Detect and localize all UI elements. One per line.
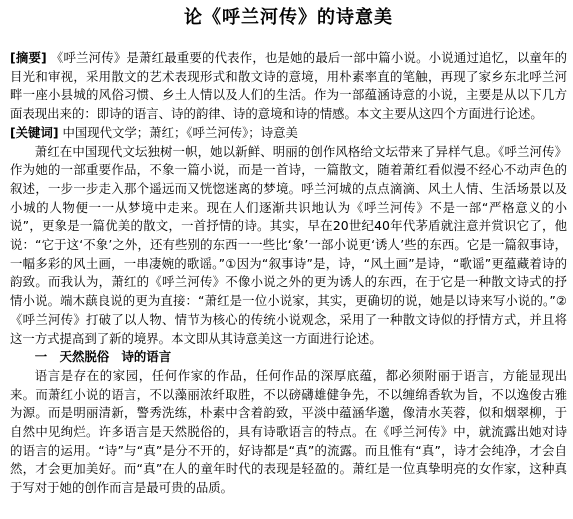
section-heading: 一 天然脱俗 诗的语言 — [34, 349, 172, 365]
abstract-label: [摘要] — [10, 50, 47, 65]
keywords-text: 中国现代文学；萧红；《呼兰河传》；诗意美 — [62, 124, 298, 140]
intro-paragraph: 萧红在中国现代文坛独树一帜，她以新鲜、明丽的创作风格给文坛带来了异样气息。《呼兰河传》作为她的一部重要作品，不象一篇小说，而是一首诗，一篇散文，随着萧红看似漫不经心不动声色的叙述，一步一步走入那个遥远而又恍惚迷离的梦境。呼兰河城的点点滴滴、风土人情、生活场景以及小城的人物便一一从梦境中走来。现在人们逐渐共识地认为《呼兰河传》不是一部“严格意义的小说”，更象是一篇优美的散文，一首抒情的诗。其实，早在20世纪40年代茅盾就注意并赏识它了，他说：“它于这‘不象’之外，还有些别的东西一一些比‘象’一部小说更‘诱人’些的东西。它是一篇叙事诗，一幅多彩的风土画，一串凄婉的歌谣。”①因为“叙事诗”是，诗，“风土画”是诗，“歌谣”更蕴藏着诗的韵致。而我认为，萧红的《呼兰河传》不像小说之外的更为诱人的东西，在于它是一种散文诗式的抒情小说。端木蕻良说的更为直接：“萧红是一位小说家，其实，更确切的说，她是以诗来写小说的。”②《呼兰河传》打破了以人物、情节为核心的传统小说观念，采用了一种散文诗似的抒情方式，并且将这一方式提高到了新的境界。本文即从其诗意美这一方面进行论述。 — [10, 143, 567, 346]
keywords-paragraph — [10, 124, 567, 143]
abstract-paragraph — [10, 49, 567, 124]
keywords-label: [关键词] — [10, 124, 59, 140]
document-title: 论《呼兰河传》的诗意美 — [184, 7, 393, 28]
abstract-text: 《呼兰河传》是萧红最重要的代表作，也是她的最后一部中篇小说。小说通过追忆，以童年的目光和审视，采用散文的艺术表现形式和散文诗的意境，用朴素率直的笔触，再现了家乡东北呼兰河畔一座小县城的风俗习惯、乡土人情以及人们的生活。作为一部蕴涵诗意的小说，主要是从以下几方面表现出来的：即诗的语言、诗的韵律、诗的意境和诗的情感。本文主要从这四个方面进行论述。 — [10, 50, 568, 122]
section-paragraph: 语言是存在的家园，任何作家的作品，任何作品的深厚底蕴，都必须附丽于语言，方能显现出来。而萧红小说的语言，不以藻丽浓纤取胜，不以磅礴雄健争先，不以缠绵香软为旨，不以逸俊古雅为源。而是明丽清新，警秀洗练，朴素中含着韵致，平淡中蕴涵华邈，像清水芙蓉，似和烟翠柳，于自然中见绚烂。许多语言是天然脱俗的，具有诗歌语言的特点。在《呼兰河传》中，就流露出她对诗的语言的运用。“诗”与“真”是分不开的，好诗都是“真”的流露。而且惟有“真”，诗才会纯净，才会自然，才会更加美好。而“真”在人的童年时代的表现是轻盈的。萧红是一位真挚明亮的女作家，这种真于写对于她的创作而言是最可贵的品质。 — [10, 367, 567, 496]
